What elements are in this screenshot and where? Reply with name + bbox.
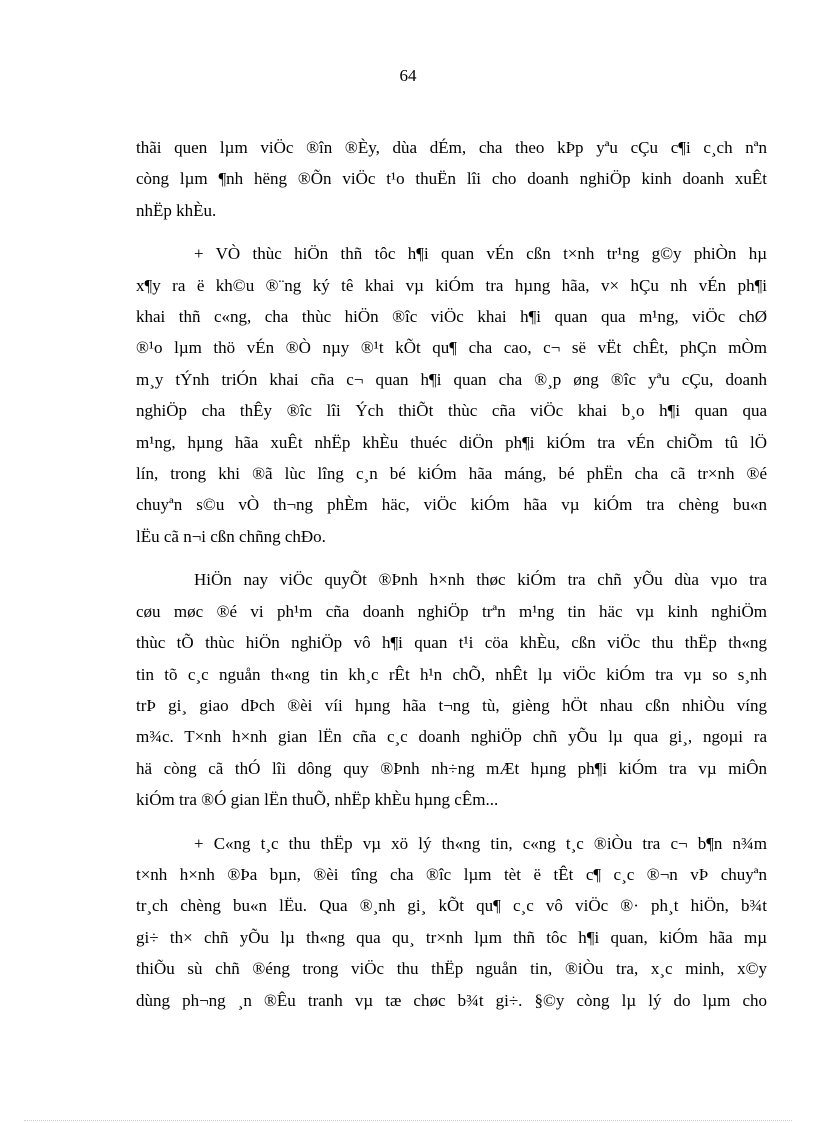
paragraph-1 bbox=[136, 132, 767, 226]
text-line: khai thñ c«ng, cha thùc hiÖn ®îc viÖc khai h¶i quan qua m¹ng, viÖc chØ bbox=[136, 307, 767, 327]
text-line: hä còng cã thÓ lîi dông quy ®Þnh nh÷ng mÆt hµng ph¶i kiÓm tra vµ miÔn bbox=[136, 758, 767, 778]
text-line: nghiÖp cha thÊy ®îc lîi Ých thiÕt thùc cña viÖc khai b¸o h¶i quan qua bbox=[136, 401, 767, 421]
text-line: lín, trong khi ®ã lùc lîng c¸n bé kiÓm hãa máng, bé phËn cha cã tr×nh ®é bbox=[136, 464, 767, 484]
text-line: thãi quen lµm viÖc ®în ®Èy, dùa dÉm, cha theo kÞp yªu cÇu c¶i c¸ch nªn bbox=[136, 138, 767, 157]
text-line: t×nh h×nh ®Þa bµn, ®èi tîng cha ®îc lµm tèt ë tÊt c¶ c¸c ®¬n vÞ chuyªn bbox=[136, 864, 767, 884]
text-line: m¹ng, hµng hãa xuÊt nhËp khÈu thuéc diÖn ph¶i kiÓm tra vÉn chiÕm tû lÖ bbox=[136, 432, 767, 452]
text-line: còng lµm ¶nh hëng ®Õn viÖc t¹o thuËn lîi cho doanh nghiÖp kinh doanh xuÊt bbox=[136, 169, 767, 189]
text-line: lËu cã n¬i cßn chñng chÐo. bbox=[136, 526, 326, 546]
text-line: trÞ gi¸ giao dÞch ®èi víi hµng hãa t¬ng tù, gièng hÖt nhau cßn nhiÒu víng bbox=[136, 695, 767, 715]
text-line: chuyªn s©u vÒ th¬ng phÈm häc, viÖc kiÓm hãa vµ kiÓm tra chèng bu«n bbox=[136, 495, 767, 515]
text-line: gi÷ th× chñ yÕu lµ th«ng qua qu¸ tr×nh lµm thñ tôc h¶i quan, kiÓm hãa mµ bbox=[136, 927, 767, 947]
text-line: thiÕu sù chñ ®éng trong viÖc thu thËp nguån tin, ®iÒu tra, x¸c minh, x©y bbox=[136, 959, 767, 979]
text-line: + C«ng t¸c thu thËp vµ xö lý th«ng tin, c«ng t¸c ®iÒu tra c¬ b¶n n¾m bbox=[194, 833, 767, 853]
text-line: m¸y tÝnh triÓn khai cña c¬ quan h¶i quan cha ®¸p øng ®îc yªu cÇu, doanh bbox=[136, 369, 767, 389]
paragraph-3 bbox=[136, 564, 767, 815]
paragraph-4 bbox=[136, 828, 767, 1016]
text-line: nhËp khÈu. bbox=[136, 200, 217, 220]
text-line: HiÖn nay viÖc quyÕt ®Þnh h×nh thøc kiÓm tra chñ yÕu dùa vµo tra bbox=[194, 570, 767, 590]
page-bottom-border bbox=[24, 1120, 792, 1121]
text-line: dùng ph¬ng ¸n ®Êu tranh vµ tæ chøc b¾t gi÷. §©y còng lµ lý do lµm cho bbox=[136, 990, 767, 1010]
text-line: m¾c. T×nh h×nh gian lËn cña c¸c doanh nghiÖp chñ yÕu lµ qua gi¸, ngoµi ra bbox=[136, 727, 767, 747]
page-body bbox=[136, 132, 767, 1028]
paragraph-2 bbox=[136, 238, 767, 552]
text-line: cøu møc ®é vi ph¹m cña doanh nghiÖp trªn m¹ng tin häc vµ kinh nghiÖm bbox=[136, 601, 767, 621]
text-line: tin tõ c¸c nguån th«ng tin kh¸c rÊt h¹n chÕ, nhÊt lµ viÖc kiÓm tra vµ so s¸nh bbox=[136, 664, 767, 684]
text-line: ®¹o lµm thö vÉn ®Ò nµy ®¹t kÕt qu¶ cha cao, c¬ së vËt chÊt, phÇn mÒm bbox=[136, 338, 767, 358]
text-line: kiÓm tra ®Ó gian lËn thuÕ, nhËp khÈu hµng cÊm... bbox=[136, 790, 499, 810]
text-line: thùc tÕ thùc hiÖn nghiÖp vô h¶i quan t¹i cöa khÈu, cßn viÖc thu thËp th«ng bbox=[136, 633, 767, 653]
page-number: 64 bbox=[399, 66, 417, 85]
text-line: + VÒ thùc hiÖn thñ tôc h¶i quan vÉn cßn t×nh tr¹ng g©y phiÒn hµ bbox=[194, 244, 767, 264]
text-line: x¶y ra ë kh©u ®¨ng ký tê khai vµ kiÓm tra hµng hãa, v× hÇu nh vÉn ph¶i bbox=[136, 275, 767, 295]
text-line: tr¸ch chèng bu«n lËu. Qua ®¸nh gi¸ kÕt qu¶ c¸c vô viÖc ®· ph¸t hiÖn, b¾t bbox=[136, 896, 767, 916]
